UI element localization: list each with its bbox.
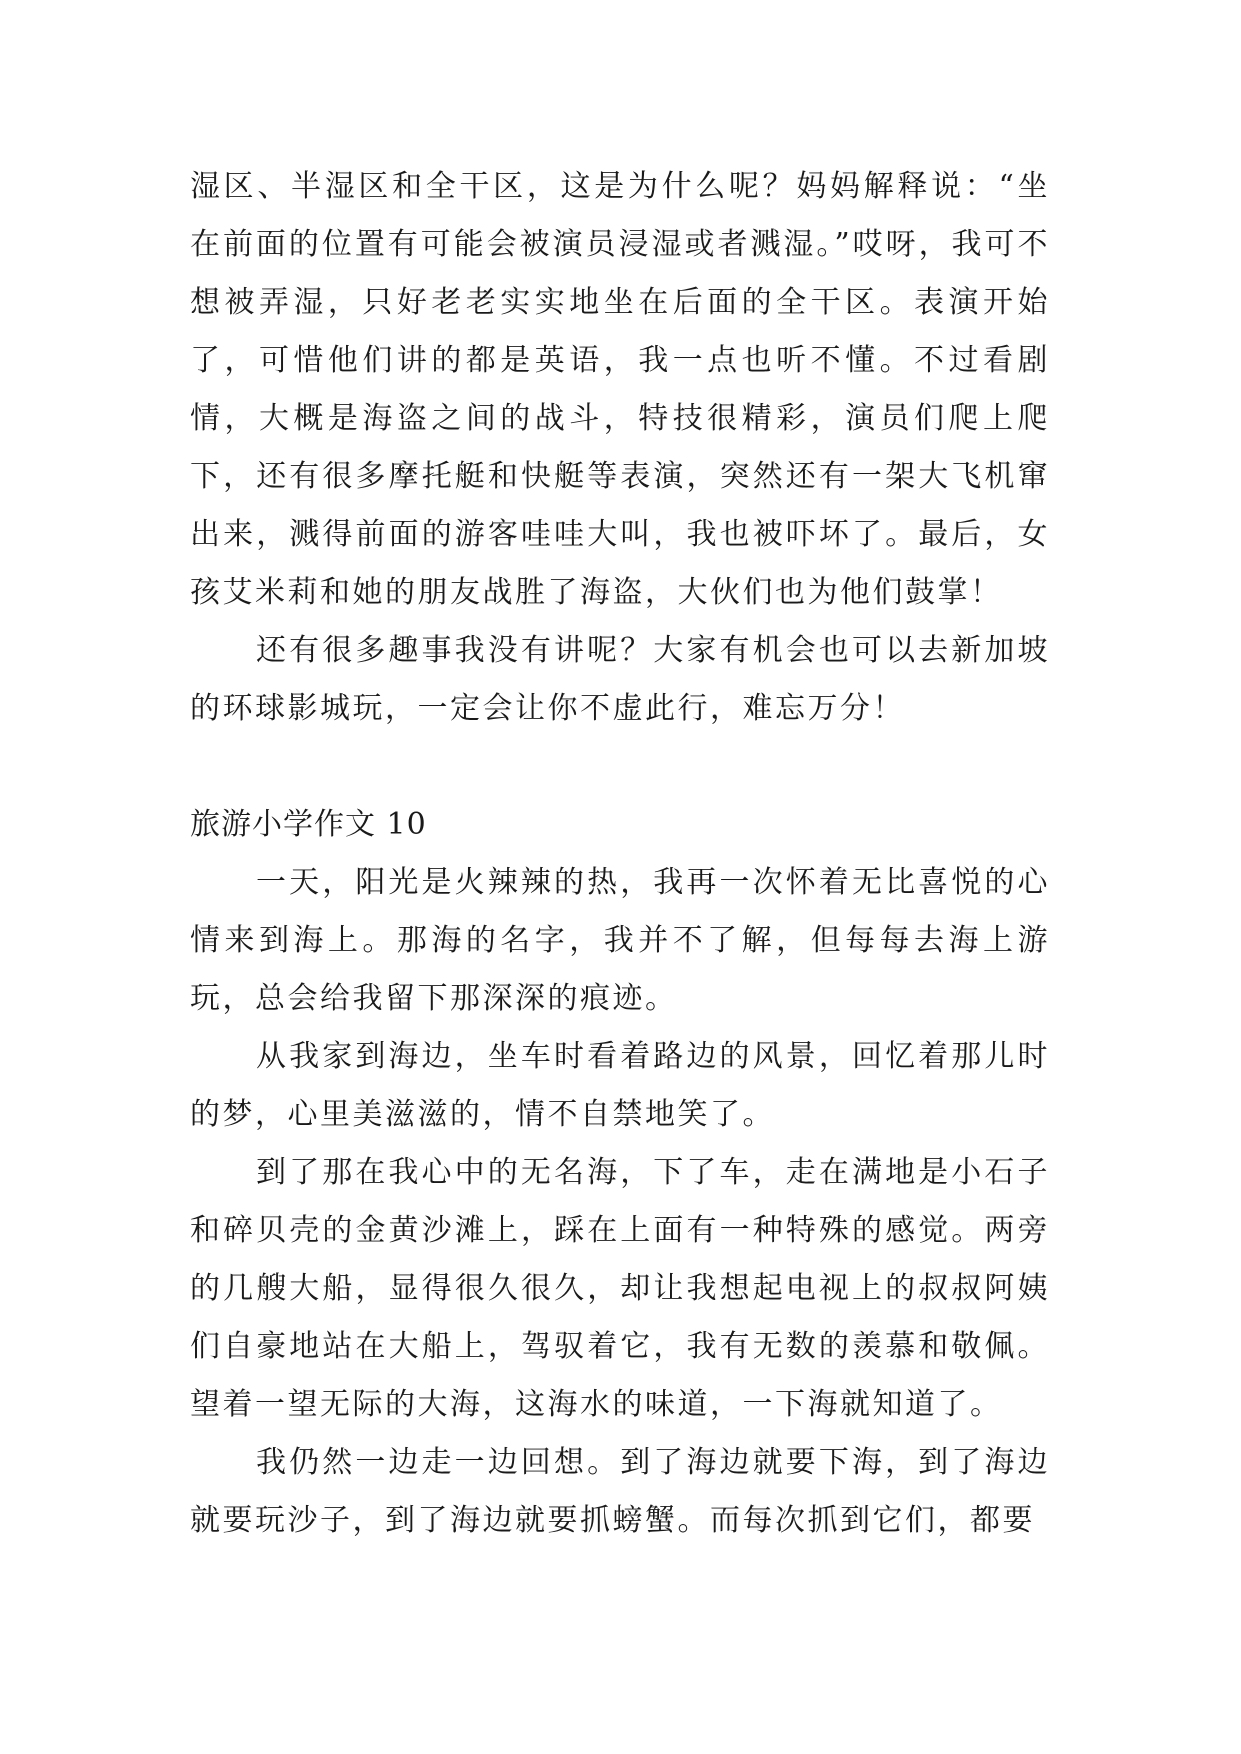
closing-paragraph: 还有很多趣事我没有讲呢？大家有机会也可以去新加坡的环球影城玩，一定会让你不虚此行，难忘万分！: [190, 633, 1050, 726]
paragraph-4: 我仍然一边走一边回想。到了海边就要下海，到了海边就要玩沙子，到了海边就要抓螃蟹。而每次抓到它们，都要: [190, 1445, 1050, 1538]
section-title: 旅游小学作文 10: [190, 807, 427, 842]
document-body: [190, 158, 1050, 1550]
paragraph-2: 从我家到海边，坐车时看着路边的风景，回忆着那儿时的梦，心里美滋滋的，情不自禁地笑了。: [190, 1039, 1050, 1132]
paragraph-1: 一天，阳光是火辣辣的热，我再一次怀着无比喜悦的心情来到海上。那海的名字，我并不了解，但每每去海上游玩，总会给我留下那深深的痕迹。: [190, 865, 1050, 1016]
paragraph-3: 到了那在我心中的无名海，下了车，走在满地是小石子和碎贝壳的金黄沙滩上，踩在上面有一种特殊的感觉。两旁的几艘大船，显得很久很久，却让我想起电视上的叔叔阿姨们自豪地站在大船上，驾驭着它，我有无数的羡慕和敬佩。望着一望无际的大海，这海水的味道，一下海就知道了。: [190, 1155, 1050, 1422]
continued-paragraph: 湿区、半湿区和全干区，这是为什么呢？妈妈解释说：“坐在前面的位置有可能会被演员浸湿或者溅湿。”哎呀，我可不想被弄湿，只好老老实实地坐在后面的全干区。表演开始了，可惜他们讲的都是英语，我一点也听不懂。不过看剧情，大概是海盗之间的战斗，特技很精彩，演员们爬上爬下，还有很多摩托艇和快艇等表演，突然还有一架大飞机窜出来，溅得前面的游客哇哇大叫，我也被吓坏了。最后，女孩艾米莉和她的朋友战胜了海盗，大伙们也为他们鼓掌！: [190, 169, 1050, 610]
